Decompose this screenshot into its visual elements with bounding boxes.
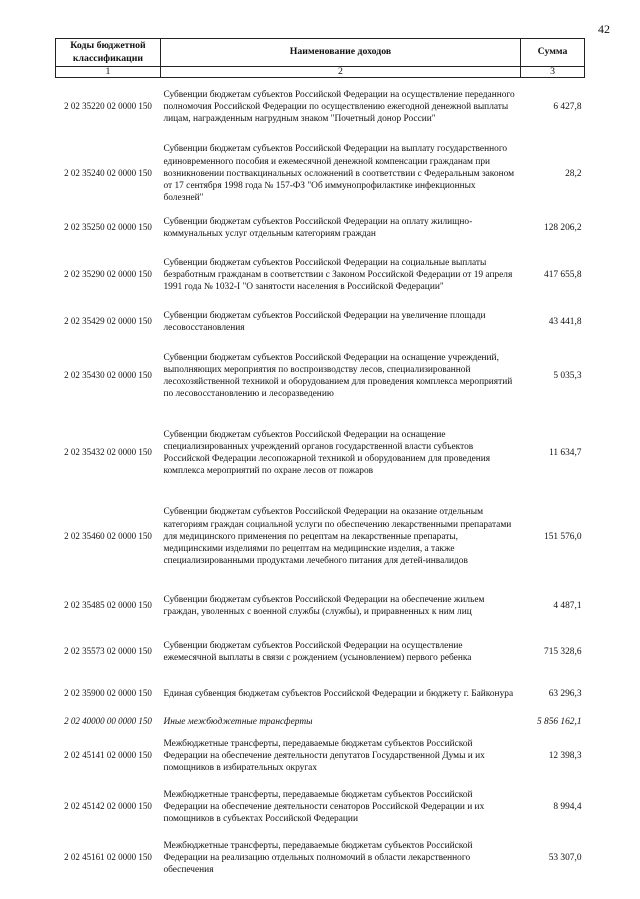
revenue-name-cell: Субвенции бюджетам субъектов Российской Федерации на осуществление ежемесячной выплаты в связи с рождением (усыновлением) первого ребенка (163, 640, 472, 663)
sum-cell: 128 206,2 (544, 222, 582, 233)
revenue-name-cell: Субвенции бюджетам субъектов Российской Федерации на увеличение площади лесовосстановления (163, 310, 486, 333)
sum-cell: 53 307,0 (548, 852, 582, 863)
revenue-name-cell: Межбюджетные трансферты, передаваемые бюджетам субъектов Российской Федерации на обеспечение деятельности сенаторов Российской Федерации и их помощников в субъектах Российской Федерации (163, 789, 485, 825)
column-number: 3 (521, 67, 585, 78)
table-row (56, 244, 585, 306)
budget-code-cell: 2 02 35250 02 0000 150 (64, 222, 152, 233)
sum-cell: 63 296,3 (548, 688, 582, 699)
header-sum: Сумма (521, 39, 585, 67)
header-name: Наименование доходов (160, 39, 520, 67)
column-number: 2 (160, 67, 520, 78)
page-number: 42 (598, 22, 610, 36)
budget-code-cell: 2 02 35460 02 0000 150 (64, 531, 152, 542)
budget-code-cell: 2 02 35900 02 0000 150 (64, 688, 152, 699)
revenue-name-cell: Субвенции бюджетам субъектов Российской Федерации на осуществление переданного полномочия Российской Федерации по осуществлению ежегодной денежной выплаты лицам, награжденным нагрудным знаком "Почетный донор России" (163, 89, 515, 125)
budget-code-cell: 2 02 35430 02 0000 150 (64, 370, 152, 381)
sum-cell: 12 398,3 (548, 750, 582, 761)
table-row (56, 78, 585, 136)
revenue-name-cell: Субвенции бюджетам субъектов Российской Федерации на оплату жилищно-коммунальных услуг отдельным категориям граждан (163, 216, 473, 239)
budget-code-cell: 2 02 35573 02 0000 150 (64, 646, 152, 657)
sum-cell: 151 576,0 (544, 531, 582, 542)
sum-cell: 6 427,8 (553, 102, 582, 113)
budget-code-cell: 2 02 35429 02 0000 150 (64, 316, 152, 327)
budget-code-cell: 2 02 35485 02 0000 150 (64, 600, 152, 611)
sum-cell: 28,2 (565, 168, 582, 179)
revenue-name-cell: Субвенции бюджетам субъектов Российской Федерации на оказание отдельным категориям граждан социальной услуги по обеспечению лекарственными препаратами для медицинского применения по рецептам на лекарственные препараты, медицинскими изделиями по рецептам на медицинские изделия, а также специализированными продуктами лечебного питания для детей-инвалидов (163, 507, 512, 567)
table-row (56, 782, 585, 832)
header-code: Коды бюджетной классификации (56, 39, 161, 67)
table-body (56, 78, 585, 884)
revenue-name-cell: Межбюджетные трансферты, передаваемые бюджетам субъектов Российской Федерации на реализацию отдельных полномочий в области лекарственного обеспечения (163, 840, 473, 876)
budget-code-cell: 2 02 45161 02 0000 150 (64, 852, 152, 863)
revenue-name-cell: Субвенции бюджетам субъектов Российской Федерации на оснащение специализированных учреждений органов государственной власти субъектов Российской Федерации лесопожарной техникой и оборудованием для проведения комплекса мероприятий по охране лесов от пожаров (163, 429, 491, 477)
revenue-name-cell: Иные межбюджетные трансферты (163, 716, 313, 727)
table-row (56, 714, 585, 730)
revenue-name-cell: Межбюджетные трансферты, передаваемые бюджетам субъектов Российской Федерации на обеспечение деятельности депутатов Государственной Думы и их помощников в избирательных округах (163, 738, 485, 774)
sum-cell: 4 487,1 (553, 600, 582, 611)
sum-cell: 417 655,8 (544, 269, 582, 280)
table-row (56, 414, 585, 492)
revenue-name-cell: Единая субвенция бюджетам субъектов Российской Федерации и бюджету г. Байконура (163, 688, 514, 699)
budget-code-cell: 2 02 40000 00 0000 150 (64, 716, 152, 727)
revenue-name-cell: Субвенции бюджетам субъектов Российской Федерации на выплату государственного единовременного пособия и ежемесячной денежной компенсации гражданам при возникновении поствакцинальных осложнений в соответствии с Федеральным законом от 17 сентября 1998 года № 157-ФЗ "Об иммунопрофилактике инфекционных болезней" (163, 144, 515, 204)
table-row (56, 630, 585, 674)
budget-code-cell: 2 02 35432 02 0000 150 (64, 447, 152, 458)
budget-code-cell: 2 02 35220 02 0000 150 (64, 101, 152, 112)
table-row (56, 136, 585, 212)
budget-revenue-table (55, 38, 585, 884)
table-row (56, 582, 585, 630)
sum-cell: 5 035,3 (553, 370, 582, 381)
table-row (56, 306, 585, 338)
table-header-row (56, 39, 585, 67)
budget-code-cell: 2 02 35290 02 0000 150 (64, 269, 152, 280)
table-row (56, 492, 585, 582)
column-number: 1 (56, 67, 161, 78)
table-row (56, 730, 585, 782)
table-row (56, 674, 585, 714)
revenue-name-cell: Субвенции бюджетам субъектов Российской Федерации на оснащение учреждений, выполняющих мероприятия по воспроизводству лесов, специализированной лесохозяйственной техникой и оборудованием для проведения комплекса мероприятий по лесовосстановлению и лесоразведению (163, 352, 513, 400)
sum-cell: 715 328,6 (544, 646, 582, 657)
sum-cell: 43 441,8 (548, 316, 582, 327)
table-row (56, 212, 585, 244)
revenue-name-cell: Субвенции бюджетам субъектов Российской Федерации на обеспечение жильем граждан, уволенных с военной службы (службы), и приравненных к ним лиц (163, 594, 485, 617)
sum-cell: 11 634,7 (549, 447, 582, 458)
table-row (56, 832, 585, 884)
column-number-row (56, 67, 585, 78)
budget-code-cell: 2 02 45141 02 0000 150 (64, 750, 152, 761)
revenue-name-cell: Субвенции бюджетам субъектов Российской Федерации на социальные выплаты безработным гражданам в соответствии с Законом Российской Федерации от 19 апреля 1991 года № 1032-I "О занятости населения в Российской Федерации" (163, 257, 513, 293)
sum-cell: 5 856 162,1 (536, 716, 582, 727)
table-row (56, 338, 585, 414)
budget-code-cell: 2 02 35240 02 0000 150 (64, 168, 152, 179)
sum-cell: 8 994,4 (553, 801, 582, 812)
budget-code-cell: 2 02 45142 02 0000 150 (64, 801, 152, 812)
